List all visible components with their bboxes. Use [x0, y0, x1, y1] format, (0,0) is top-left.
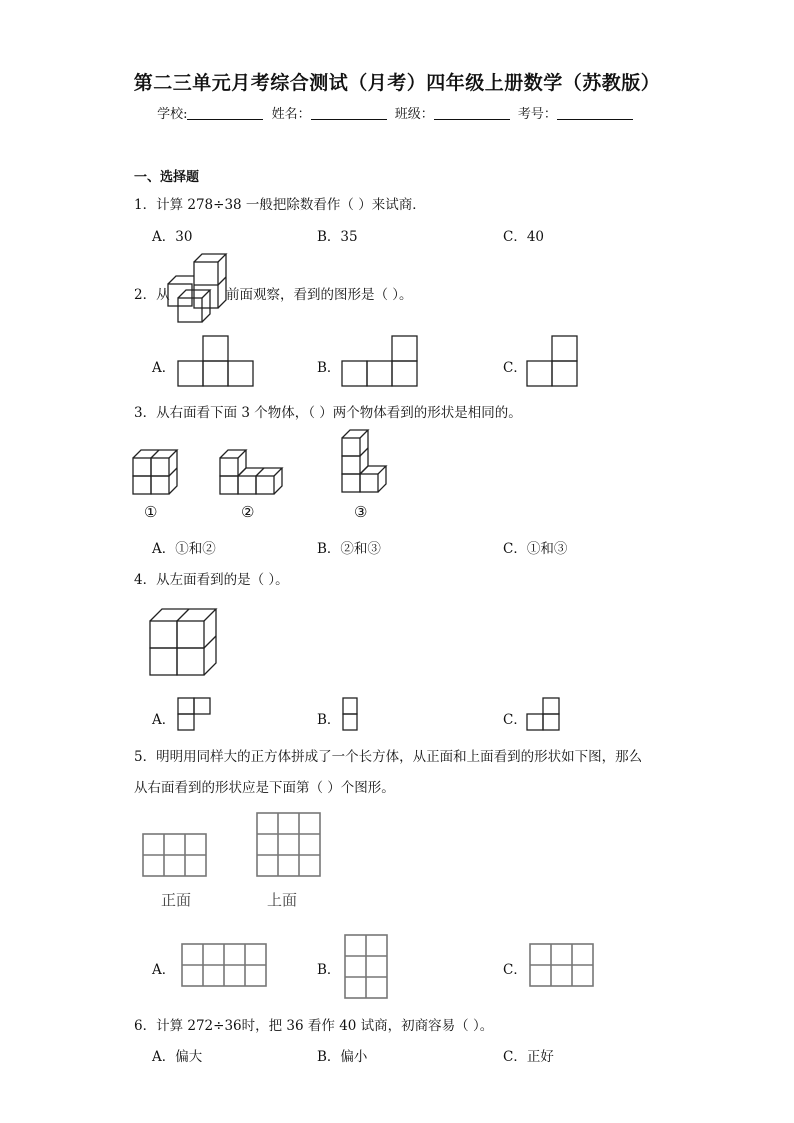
q3-figure-3 — [341, 428, 391, 498]
q4-option-b-figure[interactable] — [342, 697, 360, 733]
q5-top-view-figure — [256, 812, 322, 877]
q6-option-a[interactable]: A．偏大 — [152, 1049, 203, 1065]
q2-cube-stack-figure — [166, 252, 228, 326]
question-6-text: 6．计算 272÷36时，把 36 看作 40 试商，初商容易（ ）。 — [134, 1018, 494, 1034]
q3-figure-1 — [132, 448, 182, 498]
q1-option-a[interactable]: A．30 — [152, 229, 193, 245]
q2-option-a-figure[interactable] — [177, 335, 255, 387]
q1-option-b[interactable]: B．35 — [317, 229, 358, 245]
q3-figure-3-label: ③ — [354, 503, 368, 521]
q2-option-b-figure[interactable] — [341, 335, 419, 387]
q4-option-c[interactable]: C． — [503, 712, 527, 728]
q4-option-a[interactable]: A． — [152, 712, 176, 728]
q5-option-b[interactable]: B． — [317, 962, 341, 978]
q6-option-b[interactable]: B．偏小 — [317, 1049, 368, 1065]
exam-no-blank[interactable] — [557, 107, 633, 120]
q1-option-c[interactable]: C．40 — [503, 229, 545, 245]
q4-option-c-figure[interactable] — [526, 697, 562, 733]
q4-cube-figure — [149, 608, 219, 678]
q3-option-a[interactable]: A．①和② — [152, 541, 216, 557]
question-5-line2: 从右面看到的形状应是下面第（ ）个图形。 — [134, 780, 395, 796]
q5-option-c[interactable]: C． — [503, 962, 527, 978]
q2-option-a[interactable]: A． — [152, 360, 176, 376]
q2-option-c-figure[interactable] — [526, 335, 579, 387]
q3-option-b[interactable]: B．②和③ — [317, 541, 381, 557]
q5-option-c-figure[interactable] — [529, 943, 595, 987]
question-5-line1: 5．明明用同样大的正方体拼成了一个长方体，从正面和上面看到的形状如下图，那么 — [134, 749, 643, 765]
q5-top-label: 上面 — [267, 891, 298, 909]
name-label: 姓名： — [271, 107, 311, 122]
q3-figure-1-label: ① — [144, 503, 158, 521]
q6-option-c[interactable]: C．正好 — [503, 1049, 554, 1065]
school-label: 学校: — [157, 107, 188, 122]
question-2-text: 前面观察，看到的图形是（ ）。 — [226, 287, 413, 303]
q5-option-b-figure[interactable] — [344, 934, 389, 999]
question-2-prefix: 2．从 — [134, 287, 170, 303]
exam-no-label: 考号： — [517, 107, 557, 122]
student-info-line — [0, 103, 794, 122]
q3-option-c[interactable]: C．①和③ — [503, 541, 568, 557]
q4-option-b[interactable]: B． — [317, 712, 341, 728]
page-title: 第二三单元月考综合测试（月考）四年级上册数学（苏教版） — [133, 72, 661, 94]
section-heading: 一、选择题 — [134, 170, 200, 185]
school-blank[interactable] — [187, 107, 263, 120]
question-1-text: 1．计算 278÷38 一般把除数看作（ ）来试商． — [134, 197, 426, 213]
q5-front-view-figure — [142, 833, 208, 877]
question-3-text: 3．从右面看下面 3 个物体，（ ）两个物体看到的形状是相同的。 — [134, 405, 522, 421]
q3-figure-2 — [219, 448, 289, 498]
class-blank[interactable] — [434, 107, 510, 120]
q4-option-a-figure[interactable] — [177, 697, 213, 733]
q2-option-b[interactable]: B． — [317, 360, 341, 376]
q5-option-a-figure[interactable] — [181, 943, 268, 987]
question-4-text: 4．从左面看到的是（ ）。 — [134, 572, 289, 588]
q2-option-c[interactable]: C． — [503, 360, 527, 376]
name-blank[interactable] — [311, 107, 387, 120]
q5-front-label: 正面 — [161, 891, 192, 909]
q5-option-a[interactable]: A． — [152, 962, 176, 978]
q3-figure-2-label: ② — [241, 503, 255, 521]
class-label: 班级： — [394, 107, 434, 122]
